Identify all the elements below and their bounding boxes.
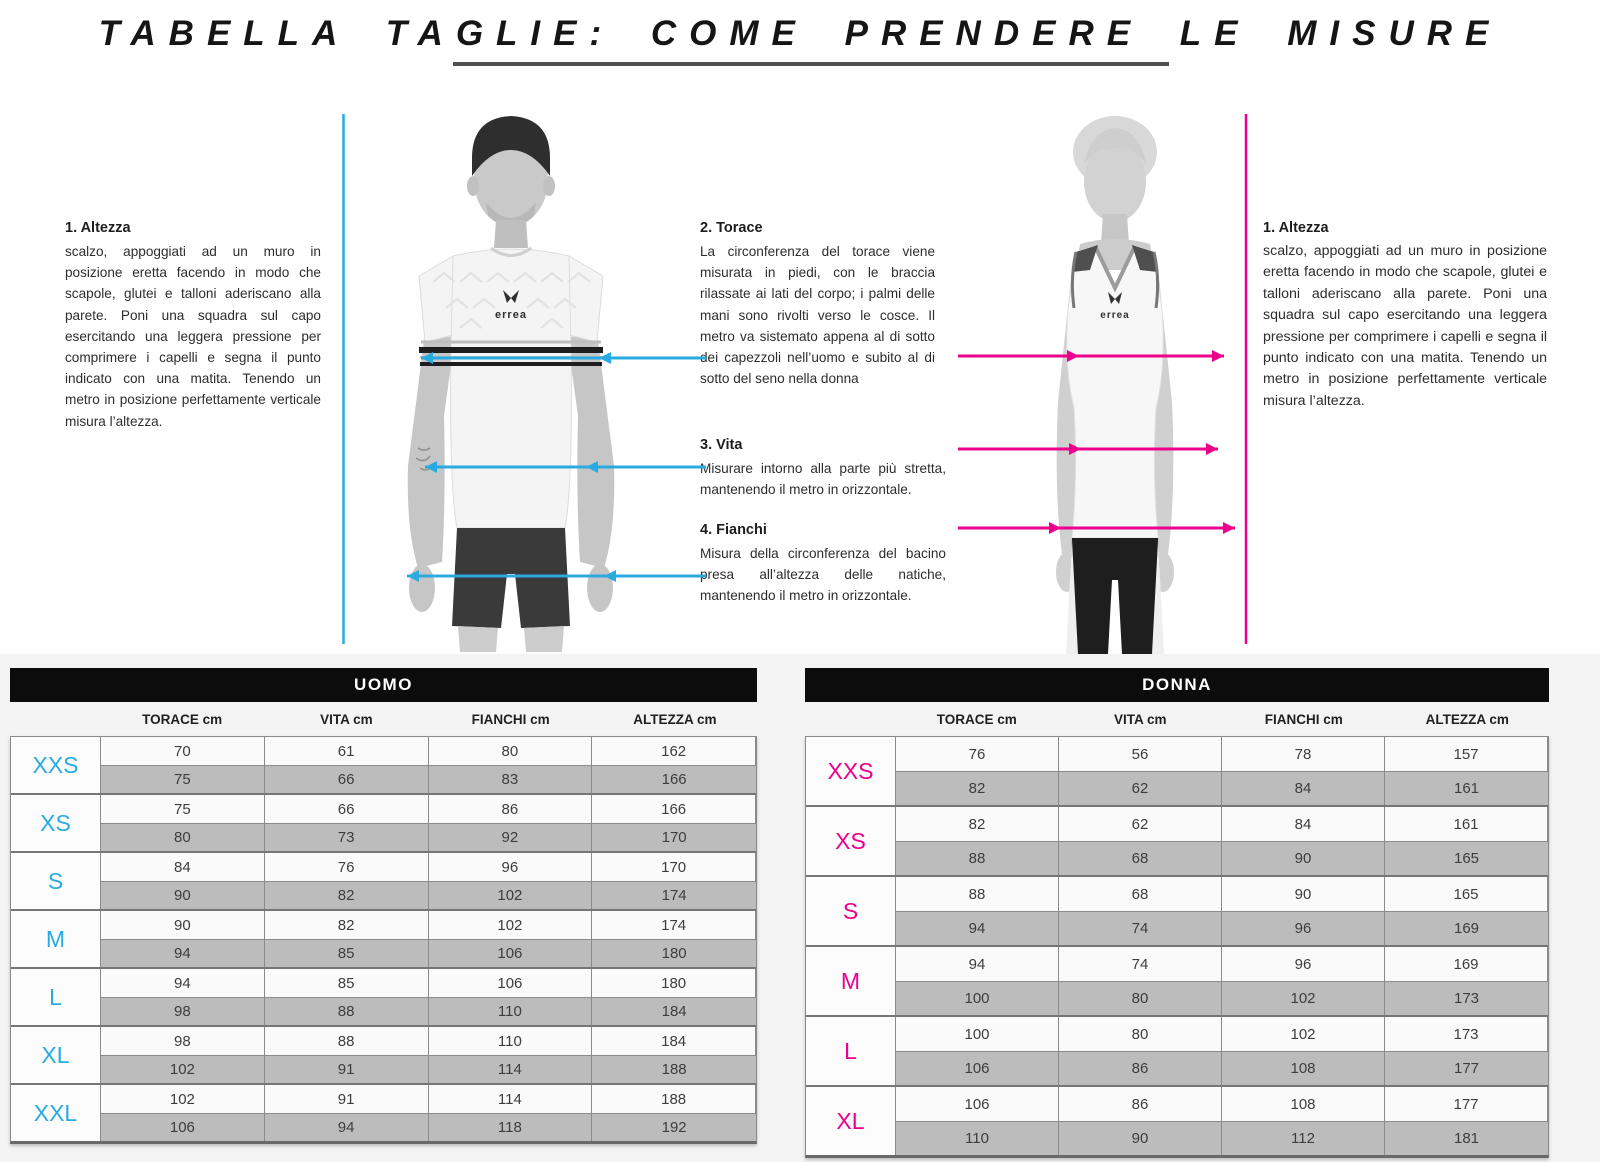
- measure-cell: 184: [592, 997, 756, 1025]
- measure-cell: 184: [592, 1027, 756, 1055]
- measure-cell: 96: [1222, 947, 1385, 981]
- size-group: [11, 737, 756, 793]
- measure-cell: 94: [101, 969, 265, 997]
- size-group: [11, 851, 756, 909]
- instruction-heading: 4. Fianchi: [700, 522, 767, 538]
- size-group: [806, 805, 1548, 875]
- column-header: FIANCHI cm: [471, 711, 550, 727]
- instruction-altezza-female: [1263, 220, 1547, 412]
- measure-cell: 94: [101, 939, 265, 967]
- svg-text:errea: errea: [495, 309, 527, 321]
- measure-cell: 106: [896, 1087, 1059, 1121]
- measure-cell: 165: [1385, 841, 1548, 875]
- measure-cell: 80: [1059, 981, 1222, 1015]
- measure-cell: 90: [1059, 1121, 1222, 1155]
- measure-cell: 90: [1222, 841, 1385, 875]
- measure-cell: 174: [592, 881, 756, 909]
- measure-cell: 74: [1059, 911, 1222, 945]
- measure-cell: 56: [1059, 737, 1222, 771]
- size-group: [11, 909, 756, 967]
- measure-cell: 76: [265, 853, 429, 881]
- measure-cell: 62: [1059, 807, 1222, 841]
- man-figure-image: [358, 96, 664, 652]
- size-table-uomo: [10, 668, 757, 1144]
- measure-cell: 94: [896, 911, 1059, 945]
- measure-cell: 88: [896, 877, 1059, 911]
- measure-cell: 169: [1385, 947, 1548, 981]
- measure-cell: 73: [265, 823, 429, 851]
- measure-cell: 170: [592, 853, 756, 881]
- column-header: TORACE cm: [936, 711, 1017, 727]
- measure-cell: 106: [429, 969, 593, 997]
- measure-cell: 75: [101, 765, 265, 793]
- measure-cell: 94: [896, 947, 1059, 981]
- size-table-donna: [805, 668, 1549, 1158]
- measure-cell: 102: [429, 881, 593, 909]
- measure-cell: 61: [265, 737, 429, 765]
- instruction-body: La circonferenza del torace viene misurata in piedi, con le braccia rilassate ai lati del corpo; i palmi delle mani sono rivolti verso le cosce. Il metro va sistemato appena al di sotto dei capezzoli nell’uomo e subito al di sotto del seno nella donna: [700, 244, 935, 387]
- measure-cell: 83: [429, 765, 593, 793]
- measure-cell: 62: [1059, 771, 1222, 805]
- svg-text:errea: errea: [1100, 310, 1130, 321]
- measure-cell: 166: [592, 765, 756, 793]
- measure-cell: 70: [101, 737, 265, 765]
- size-group: [806, 737, 1548, 805]
- page-title: TABELLA TAGLIE: COME PRENDERE LE MISURE: [98, 14, 1502, 53]
- table-body: [805, 736, 1549, 1158]
- woman-figure-image: [982, 102, 1248, 654]
- size-label: S: [806, 877, 896, 945]
- measure-cell: 110: [896, 1121, 1059, 1155]
- measure-cell: 188: [592, 1085, 756, 1113]
- column-header: ALTEZZA cm: [633, 711, 717, 727]
- size-label: XS: [11, 795, 101, 851]
- measure-cell: 68: [1059, 841, 1222, 875]
- measure-cell: 162: [592, 737, 756, 765]
- measure-cell: 85: [265, 969, 429, 997]
- column-header: ALTEZZA cm: [1425, 711, 1509, 727]
- measure-cell: 92: [429, 823, 593, 851]
- measure-cell: 118: [429, 1113, 593, 1141]
- size-label: M: [806, 947, 896, 1015]
- instruction-altezza-male: [65, 220, 321, 432]
- measure-cell: 82: [896, 771, 1059, 805]
- size-label: XXS: [11, 737, 101, 793]
- measure-cell: 85: [265, 939, 429, 967]
- table-title-uomo: UOMO: [10, 668, 757, 702]
- size-label: XL: [11, 1027, 101, 1083]
- measure-cell: 82: [265, 881, 429, 909]
- table-title-donna: DONNA: [805, 668, 1549, 702]
- measure-cell: 98: [101, 997, 265, 1025]
- measure-cell: 106: [429, 939, 593, 967]
- measure-cell: 165: [1385, 877, 1548, 911]
- measure-cell: 88: [265, 997, 429, 1025]
- column-header-row: [805, 702, 1549, 736]
- measure-cell: 112: [1222, 1121, 1385, 1155]
- measure-cell: 84: [1222, 807, 1385, 841]
- measure-cell: 173: [1385, 981, 1548, 1015]
- instruction-body: scalzo, appoggiati ad un muro in posizione eretta facendo in modo che scapole, glutei e talloni aderiscano alla parete. Poni una squadra sul capo esercitando una leggera pressione per comprimere i capelli e segna il punto indicato con una matita. Tenendo un metro in posizione perfettamente verticale misura l’altezza.: [1263, 243, 1547, 409]
- measure-cell: 80: [1059, 1017, 1222, 1051]
- size-label: XXL: [11, 1085, 101, 1141]
- instruction-fianchi: [700, 522, 946, 607]
- measure-cell: 157: [1385, 737, 1548, 771]
- measure-cell: 68: [1059, 877, 1222, 911]
- instruction-body: Misura della circonferenza del bacino presa all’altezza delle natiche, mantenendo il metro in orizzontale.: [700, 546, 946, 604]
- instruction-body: scalzo, appoggiati ad un muro in posizione eretta facendo in modo che scapole, glutei e talloni aderiscano alla parete. Poni una squadra sul capo esercitando una leggera pressione per comprimere i capelli e segna il punto indicato con una matita. Tenendo un metro in posizione perfettamente verticale misura l’altezza.: [65, 244, 321, 429]
- measure-cell: 80: [101, 823, 265, 851]
- measure-cell: 188: [592, 1055, 756, 1083]
- measure-cell: 114: [429, 1055, 593, 1083]
- size-group: [806, 945, 1548, 1015]
- instruction-heading: 1. Altezza: [1263, 220, 1329, 236]
- size-group: [806, 1015, 1548, 1085]
- measure-cell: 161: [1385, 771, 1548, 805]
- measure-cell: 170: [592, 823, 756, 851]
- size-group: [11, 1083, 756, 1141]
- size-label: L: [806, 1017, 896, 1085]
- measure-cell: 88: [896, 841, 1059, 875]
- size-group: [806, 875, 1548, 945]
- measure-cell: 181: [1385, 1121, 1548, 1155]
- measure-cell: 91: [265, 1055, 429, 1083]
- measure-cell: 94: [265, 1113, 429, 1141]
- measure-cell: 180: [592, 939, 756, 967]
- measure-cell: 86: [1059, 1051, 1222, 1085]
- measure-cell: 110: [429, 1027, 593, 1055]
- size-group: [806, 1085, 1548, 1155]
- measure-cell: 88: [265, 1027, 429, 1055]
- measure-cell: 166: [592, 795, 756, 823]
- title-underline: [453, 62, 1169, 66]
- instruction-heading: 1. Altezza: [65, 220, 131, 236]
- measure-cell: 82: [265, 911, 429, 939]
- measure-cell: 90: [101, 881, 265, 909]
- measure-cell: 86: [429, 795, 593, 823]
- measure-cell: 192: [592, 1113, 756, 1141]
- measure-cell: 76: [896, 737, 1059, 771]
- measure-cell: 100: [896, 1017, 1059, 1051]
- measure-cell: 86: [1059, 1087, 1222, 1121]
- table-body: [10, 736, 757, 1144]
- measure-cell: 161: [1385, 807, 1548, 841]
- column-header: VITA cm: [1113, 711, 1167, 727]
- measure-cell: 108: [1222, 1051, 1385, 1085]
- column-header-row: [10, 702, 757, 736]
- measure-cell: 110: [429, 997, 593, 1025]
- instruction-vita: [700, 437, 946, 500]
- measure-cell: 96: [429, 853, 593, 881]
- column-header: TORACE cm: [142, 711, 223, 727]
- measure-cell: 177: [1385, 1051, 1548, 1085]
- size-label: XXS: [806, 737, 896, 805]
- instruction-heading: 3. Vita: [700, 437, 743, 453]
- size-label: L: [11, 969, 101, 1025]
- instruction-heading: 2. Torace: [700, 220, 763, 236]
- size-label: XS: [806, 807, 896, 875]
- measure-cell: 66: [265, 795, 429, 823]
- measure-cell: 177: [1385, 1087, 1548, 1121]
- size-group: [11, 793, 756, 851]
- measure-cell: 102: [429, 911, 593, 939]
- measure-cell: 66: [265, 765, 429, 793]
- measure-cell: 84: [1222, 771, 1385, 805]
- measure-cell: 102: [1222, 981, 1385, 1015]
- size-label: S: [11, 853, 101, 909]
- measure-cell: 82: [896, 807, 1059, 841]
- size-group: [11, 967, 756, 1025]
- measure-cell: 74: [1059, 947, 1222, 981]
- column-header: FIANCHI cm: [1264, 711, 1343, 727]
- instruction-body: Misurare intorno alla parte più stretta, mantenendo il metro in orizzontale.: [700, 461, 946, 498]
- column-header: VITA cm: [320, 711, 373, 727]
- measure-cell: 90: [1222, 877, 1385, 911]
- measure-cell: 102: [1222, 1017, 1385, 1051]
- measure-cell: 90: [101, 911, 265, 939]
- measure-cell: 173: [1385, 1017, 1548, 1051]
- measure-cell: 102: [101, 1085, 265, 1113]
- measure-cell: 75: [101, 795, 265, 823]
- size-label: M: [11, 911, 101, 967]
- measure-cell: 102: [101, 1055, 265, 1083]
- measure-cell: 106: [896, 1051, 1059, 1085]
- measure-cell: 100: [896, 981, 1059, 1015]
- measure-cell: 80: [429, 737, 593, 765]
- measure-cell: 78: [1222, 737, 1385, 771]
- instruction-torace: [700, 220, 935, 389]
- measure-cell: 96: [1222, 911, 1385, 945]
- size-group: [11, 1025, 756, 1083]
- measure-cell: 174: [592, 911, 756, 939]
- measure-cell: 91: [265, 1085, 429, 1113]
- measure-cell: 169: [1385, 911, 1548, 945]
- size-label: XL: [806, 1087, 896, 1155]
- measure-cell: 180: [592, 969, 756, 997]
- measure-cell: 84: [101, 853, 265, 881]
- measure-cell: 108: [1222, 1087, 1385, 1121]
- measure-cell: 114: [429, 1085, 593, 1113]
- measure-cell: 106: [101, 1113, 265, 1141]
- measure-cell: 98: [101, 1027, 265, 1055]
